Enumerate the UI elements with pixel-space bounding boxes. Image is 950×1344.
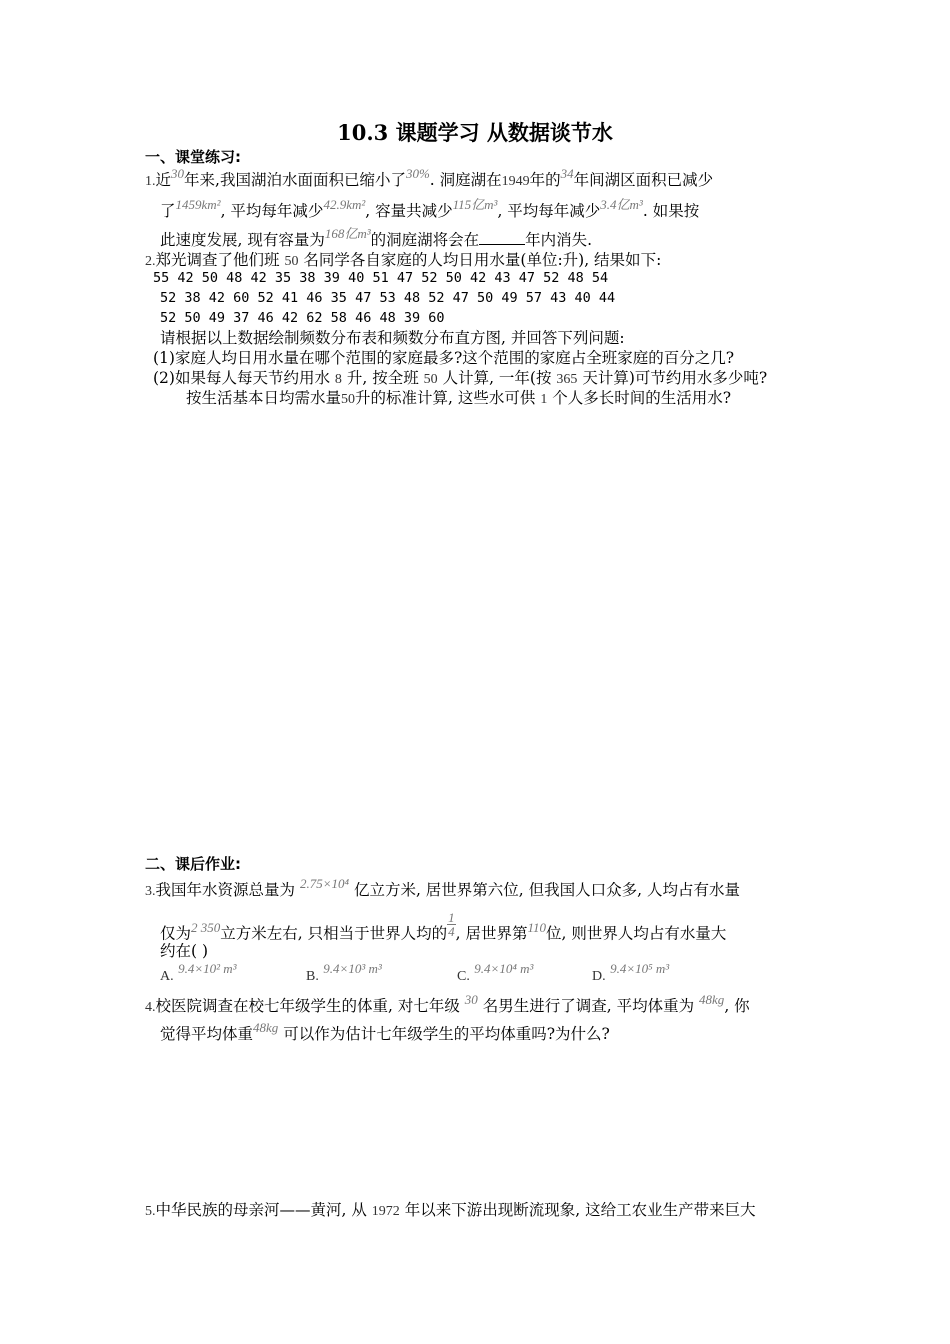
text: 年间湖区面积已减少 bbox=[573, 171, 714, 189]
option-b[interactable] bbox=[306, 961, 382, 985]
fraction bbox=[447, 911, 456, 938]
section-heading-practice: 一、课堂练习: bbox=[145, 148, 241, 166]
question-3-line-1 bbox=[145, 876, 741, 902]
question-5-line-1 bbox=[145, 1200, 756, 1222]
text: 位, 则世界人均占有水量大 bbox=[546, 924, 727, 943]
section-heading-homework: 二、课后作业: bbox=[145, 855, 241, 873]
text: 中华民族的母亲河——黄河, 从 bbox=[155, 1201, 367, 1219]
math: 168亿m³ bbox=[324, 226, 371, 241]
option-value: 9.4×10⁴ m³ bbox=[474, 961, 534, 976]
text: 此速度发展, 现有容量为 bbox=[160, 231, 325, 249]
math: 110 bbox=[527, 919, 547, 935]
text: , 你 bbox=[724, 997, 750, 1015]
instruction: 请根据以上数据绘制频数分布表和频数分布直方图, 并回答下列问题: bbox=[160, 329, 625, 347]
question-number: 4. bbox=[145, 1000, 156, 1015]
data-row-3: 52 50 49 37 46 42 62 58 46 48 39 60 bbox=[160, 310, 445, 326]
year: 1949 bbox=[501, 174, 530, 189]
text: . 如果按 bbox=[642, 202, 700, 220]
math: 1459km² bbox=[175, 197, 221, 212]
math: 48kg bbox=[253, 1020, 279, 1035]
text: 的洞庭湖将会在 bbox=[370, 231, 480, 249]
text: 天计算)可节约用水多少吨? bbox=[582, 369, 768, 387]
text: 校医院调查在校七年级学生的体重, 对七年级 bbox=[155, 997, 460, 1015]
math: 30 bbox=[171, 166, 185, 181]
text: 名同学各自家庭的人均日用水量(单位:升), 结果如下: bbox=[303, 251, 662, 269]
text: 年来,我国湖泊水面面积已缩小了 bbox=[184, 171, 406, 189]
sub-question-1: (1)家庭人均日用水量在哪个范围的家庭最多?这个范围的家庭占全班家庭的百分之几? bbox=[153, 349, 735, 367]
question-number: 1. bbox=[145, 174, 156, 189]
question-4-line-1 bbox=[145, 992, 750, 1018]
text: 升, 按全班 bbox=[346, 369, 419, 387]
math: 3.4亿m³ bbox=[600, 197, 643, 212]
number: 8 bbox=[334, 372, 342, 387]
option-letter: D. bbox=[592, 969, 606, 984]
text: 年的 bbox=[529, 171, 561, 189]
text: 按生活基本日均需水量 bbox=[186, 389, 342, 407]
text: , 容量共减少 bbox=[365, 202, 453, 220]
text: 人计算, 一年(按 bbox=[442, 369, 552, 387]
fraction-numerator: 1 bbox=[448, 910, 455, 925]
data-row-1: 55 42 50 48 42 35 38 39 40 51 47 52 50 42 43 47 52 48 54 bbox=[153, 270, 609, 286]
number: 50 bbox=[341, 392, 356, 407]
count: 50 bbox=[284, 254, 299, 269]
text: 亿立方米, 居世界第六位, 但我国人口众多, 人均占有水量 bbox=[353, 881, 741, 899]
text: 了 bbox=[160, 202, 176, 220]
math: 48kg bbox=[699, 992, 725, 1007]
text: 仅为 bbox=[160, 924, 192, 943]
question-number: 5. bbox=[145, 1204, 156, 1219]
option-a[interactable] bbox=[160, 961, 237, 985]
option-letter: C. bbox=[457, 969, 470, 984]
text: 可以作为估计七年级学生的平均体重吗?为什么? bbox=[283, 1025, 610, 1043]
text: 立方米左右, 只相当于世界人均的 bbox=[220, 924, 448, 943]
text: 个人多长时间的生活用水? bbox=[552, 389, 732, 407]
text: 年内消失. bbox=[525, 231, 593, 249]
text: 郑光调查了他们班 bbox=[155, 251, 280, 269]
text: 我国年水资源总量为 bbox=[155, 881, 296, 899]
option-letter: A. bbox=[160, 969, 174, 984]
fraction-denominator: 4 bbox=[448, 924, 455, 939]
math: 42.9km² bbox=[323, 197, 366, 212]
text: (2)如果每人每天节约用水 bbox=[153, 369, 330, 387]
math: 2.75×10⁴ bbox=[299, 876, 349, 891]
number: 1 bbox=[540, 392, 548, 407]
option-value: 9.4×10³ m³ bbox=[323, 961, 382, 976]
text: , 居世界第 bbox=[455, 924, 528, 943]
page-title: 10.3 课题学习 从数据谈节水 bbox=[337, 120, 613, 145]
sub-question-2 bbox=[153, 368, 767, 390]
text: 近 bbox=[155, 171, 172, 189]
text: 觉得平均体重 bbox=[160, 1025, 254, 1043]
answer-blank[interactable] bbox=[479, 230, 525, 245]
option-c[interactable] bbox=[457, 961, 534, 985]
text: . 洞庭湖在 bbox=[429, 171, 502, 189]
option-value: 9.4×10² m³ bbox=[178, 961, 237, 976]
data-row-2: 52 38 42 60 52 41 46 35 47 53 48 52 47 50 49 57 43 40 44 bbox=[160, 290, 616, 306]
question-2-line-1 bbox=[145, 250, 661, 272]
option-value: 9.4×10⁵ m³ bbox=[610, 961, 670, 976]
question-number: 2. bbox=[145, 254, 156, 269]
question-1-line-2 bbox=[160, 197, 700, 222]
math: 2 350 bbox=[191, 919, 221, 935]
option-d[interactable] bbox=[592, 961, 670, 985]
text: 名男生进行了调查, 平均体重为 bbox=[482, 997, 695, 1015]
question-number: 3. bbox=[145, 884, 156, 899]
question-3-line-2 bbox=[160, 910, 727, 948]
math: 30 bbox=[464, 992, 478, 1007]
number: 365 bbox=[556, 372, 578, 387]
sub-question-2-cont bbox=[186, 388, 731, 410]
text: , 平均每年减少 bbox=[497, 202, 601, 220]
question-3-line-3: 约在( ) bbox=[160, 942, 209, 960]
math: 30% bbox=[405, 166, 430, 181]
question-4-line-2 bbox=[160, 1020, 610, 1045]
question-1-line-3 bbox=[160, 226, 593, 251]
text: 年以来下游出现断流现象, 这给工农业生产带来巨大 bbox=[404, 1201, 756, 1219]
option-letter: B. bbox=[306, 969, 319, 984]
question-1-line-1 bbox=[145, 166, 714, 192]
number: 50 bbox=[423, 372, 438, 387]
year: 1972 bbox=[371, 1204, 400, 1219]
text: 升的标准计算, 这些水可供 bbox=[355, 389, 536, 407]
text: , 平均每年减少 bbox=[220, 202, 324, 220]
math: 34 bbox=[560, 166, 574, 181]
math: 115亿m³ bbox=[452, 197, 498, 212]
